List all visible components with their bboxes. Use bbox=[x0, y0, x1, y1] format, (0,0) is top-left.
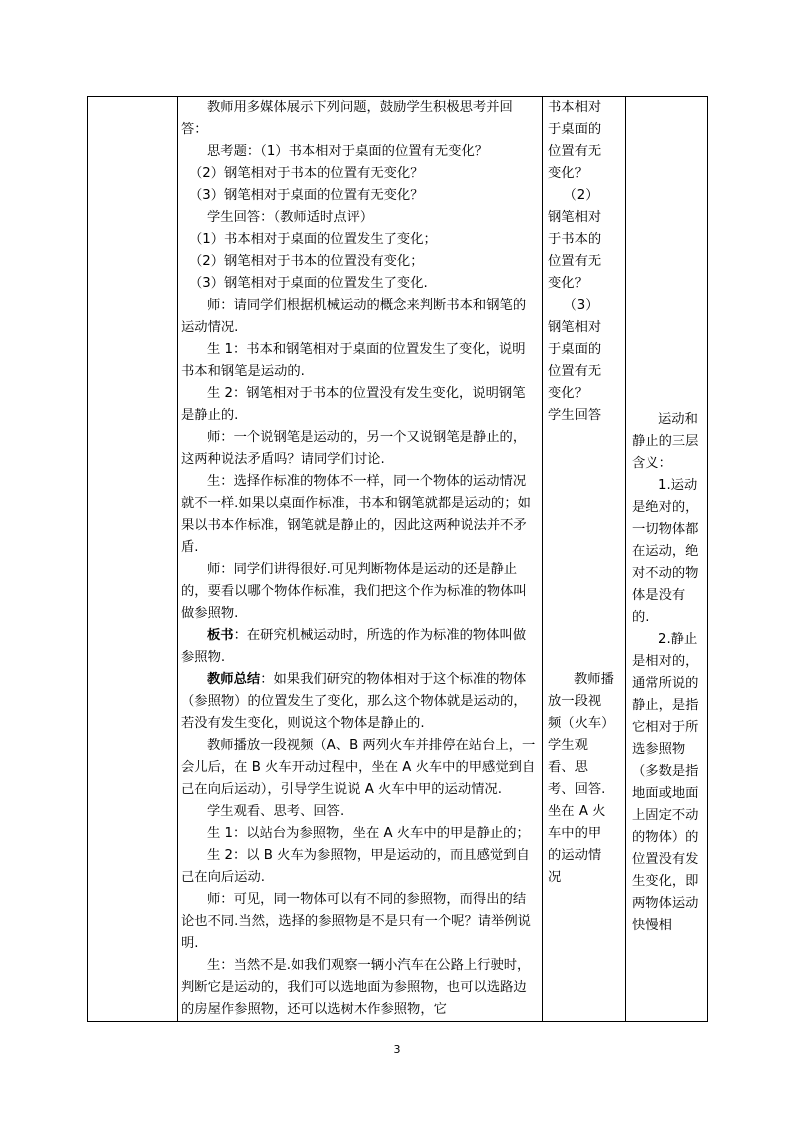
activity-q3-number: （3） bbox=[563, 298, 599, 313]
question-1: 思考题：（1）书本相对于桌面的位置有无变化？ bbox=[207, 144, 489, 159]
video-paragraph: 教师播放一段视频（A、B 两列火车并排停在站台上，一会儿后，在 B 火车开动过程中，坐在 A 火车中的甲感觉到自己在向后运动），引导学生说说 A 火车中甲的运动情况. bbox=[181, 738, 536, 797]
board-note bbox=[181, 625, 536, 669]
student-line-5: 生 2：以 B 火车为参照物，甲是运动的，而且感觉到自己在向后运动. bbox=[181, 848, 530, 885]
student-line-6: 生：当然不是.如我们观察一辆小汽车在公路上行驶时，判断它是运动的，我们可以选地面为参照物，也可以选路边的房屋作参照物，还可以选树木作参照物，它 bbox=[181, 958, 531, 1017]
student-line-4: 生 1：以站台为参照物，坐在 A 火车中的甲是静止的； bbox=[207, 826, 530, 841]
activity-answer: 学生回答 bbox=[548, 408, 602, 423]
answer-3: （3）钢笔相对于桌面的位置发生了变化. bbox=[189, 276, 428, 291]
table-right-border bbox=[707, 96, 708, 1022]
summary-label: 教师总结 bbox=[207, 672, 261, 687]
question-3: （3）钢笔相对于桌面的位置有无变化？ bbox=[189, 188, 424, 203]
board-label: 板书 bbox=[207, 628, 234, 643]
column-divider-3 bbox=[625, 96, 626, 1022]
lesson-table bbox=[87, 96, 708, 1022]
intent-intro: 运动和静止的三层含义： bbox=[632, 412, 699, 471]
teacher-line-1: 师：请同学们根据机械运动的概念来判断书本和钢笔的运动情况. bbox=[181, 298, 527, 335]
teacher-summary bbox=[181, 669, 536, 735]
answer-heading: 学生回答：（教师适时点评） bbox=[207, 210, 374, 225]
design-intent-cell bbox=[632, 409, 702, 937]
column-divider-1 bbox=[177, 96, 178, 1022]
activity-video: 教师播放一段视频（火车）学生观看、思考、回答.坐在 A 火车中的甲的运动情况 bbox=[548, 672, 614, 885]
answer-2: （2）钢笔相对于书本的位置没有变化； bbox=[189, 254, 424, 269]
activity-q3: 钢笔相对于桌面的位置有无变化？ bbox=[548, 320, 602, 401]
intro-paragraph: 教师用多媒体展示下列问题，鼓励学生积极思考并回答： bbox=[181, 100, 513, 137]
page-number: 3 bbox=[393, 1043, 401, 1056]
student-line-1: 生 1：书本和钢笔相对于桌面的位置发生了变化，说明书本和钢笔是运动的. bbox=[181, 342, 526, 379]
watch-paragraph: 学生观看、思考、回答. bbox=[207, 804, 345, 819]
question-2: （2）钢笔相对于书本的位置有无变化？ bbox=[189, 166, 424, 181]
column-divider-2 bbox=[542, 96, 543, 1022]
student-activity-cell bbox=[548, 97, 614, 889]
intent-point-2: 2.静止是相对的，通常所说的静止，是指它相对于所选参照物（多数是指地面或地面上固定不动的物体）的位置没有发生变化，即两物体运动快慢相 bbox=[632, 632, 699, 933]
intent-point-1: 1.运动是绝对的，一切物体都在运动，绝对不动的物体是没有的. bbox=[632, 478, 699, 625]
teaching-process-cell bbox=[181, 97, 536, 1021]
activity-q2: 钢笔相对于书本的位置有无变化？ bbox=[548, 210, 602, 291]
board-text: ：在研究机械运动时，所选的作为标准的物体叫做参照物. bbox=[181, 628, 527, 665]
activity-q2-number: （2） bbox=[563, 188, 599, 203]
teacher-line-3: 师：同学们讲得很好.可见判断物体是运动的还是静止的，要看以哪个物体作标准，我们把这个作为标准的物体叫做参照物. bbox=[181, 562, 527, 621]
answer-1: （1）书本相对于桌面的位置发生了变化； bbox=[189, 232, 437, 247]
teacher-line-2: 师：一个说钢笔是运动的，另一个又说钢笔是静止的，这两种说法矛盾吗？请同学们讨论. bbox=[181, 430, 527, 467]
student-line-2: 生 2：钢笔相对于书本的位置没有发生变化，说明钢笔是静止的. bbox=[181, 386, 526, 423]
activity-q1: 书本相对于桌面的位置有无变化？ bbox=[548, 100, 602, 181]
teacher-line-4: 师：可见，同一物体可以有不同的参照物，而得出的结论也不同.当然，选择的参照物是不是只有一个呢？请举例说明. bbox=[181, 892, 531, 951]
summary-text: ：如果我们研究的物体相对于这个标准的物体（参照物）的位置发生了变化，那么这个物体就是运动的，若没有发生变化，则说这个物体是静止的. bbox=[181, 672, 527, 731]
table-left-border bbox=[87, 96, 88, 1022]
table-bottom-border bbox=[87, 1021, 708, 1022]
student-line-3: 生：选择作标准的物体不一样，同一个物体的运动情况就不一样.如果以桌面作标准，书本和钢笔就都是运动的；如果以书本作标准，钢笔就是静止的，因此这两种说法并不矛盾. bbox=[181, 474, 531, 555]
